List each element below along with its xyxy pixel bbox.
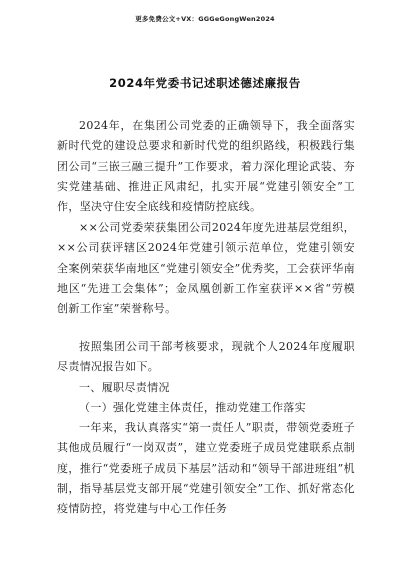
paragraph-report-statement: 按照集团公司干部考核要求，现就个人2024年度履职尽责情况报告如下。 bbox=[57, 340, 355, 374]
document-title: 2024年党委书记述职述德述廉报告 bbox=[109, 76, 301, 90]
paragraph-honors: ××公司党委荣获集团公司2024年度先进基层党组织，××公司获评辖区2024年党建引领示范单位，党建引领安全案例荣获华南地区“党建引领安全”优秀奖，工会获评华南地区“先进工会集体”；金凤凰创新工作室获评××省“劳模创新工作室”荣誉称号。 bbox=[57, 221, 355, 316]
paragraph-party-building: 一年来，我认真落实“第一责任人”职责，带领党委班子其他成员履行“一岗双责”，建立党委班子成员党建联系点制度，推行“党委班子成员下基层”活动和“领导干部进班组”机制，指导基层党支部开展“党建引领安全”工作、抓好常态化疫情防控，将党建与中心工作任务 bbox=[57, 421, 355, 516]
subsection-heading-1: （一）强化党建主体责任，推动党建工作落实 bbox=[79, 401, 306, 414]
paragraph-intro: 2024年，在集团公司党委的正确领导下，我全面落实新时代党的建设总要求和新时代党的组织路线，积极践行集团公司“三嵌三融三提升”工作要求，着力深化理论武装、夯实党建基础、推进正风肃纪，扎实开展“党建引领安全”工作，坚决守住安全底线和疫情防控底线。 bbox=[57, 119, 355, 214]
header-note: 更多免费公文+VX：GGGeGongWen2024 bbox=[135, 15, 275, 23]
section-heading-1: 一、履职尽责情况 bbox=[79, 381, 170, 394]
